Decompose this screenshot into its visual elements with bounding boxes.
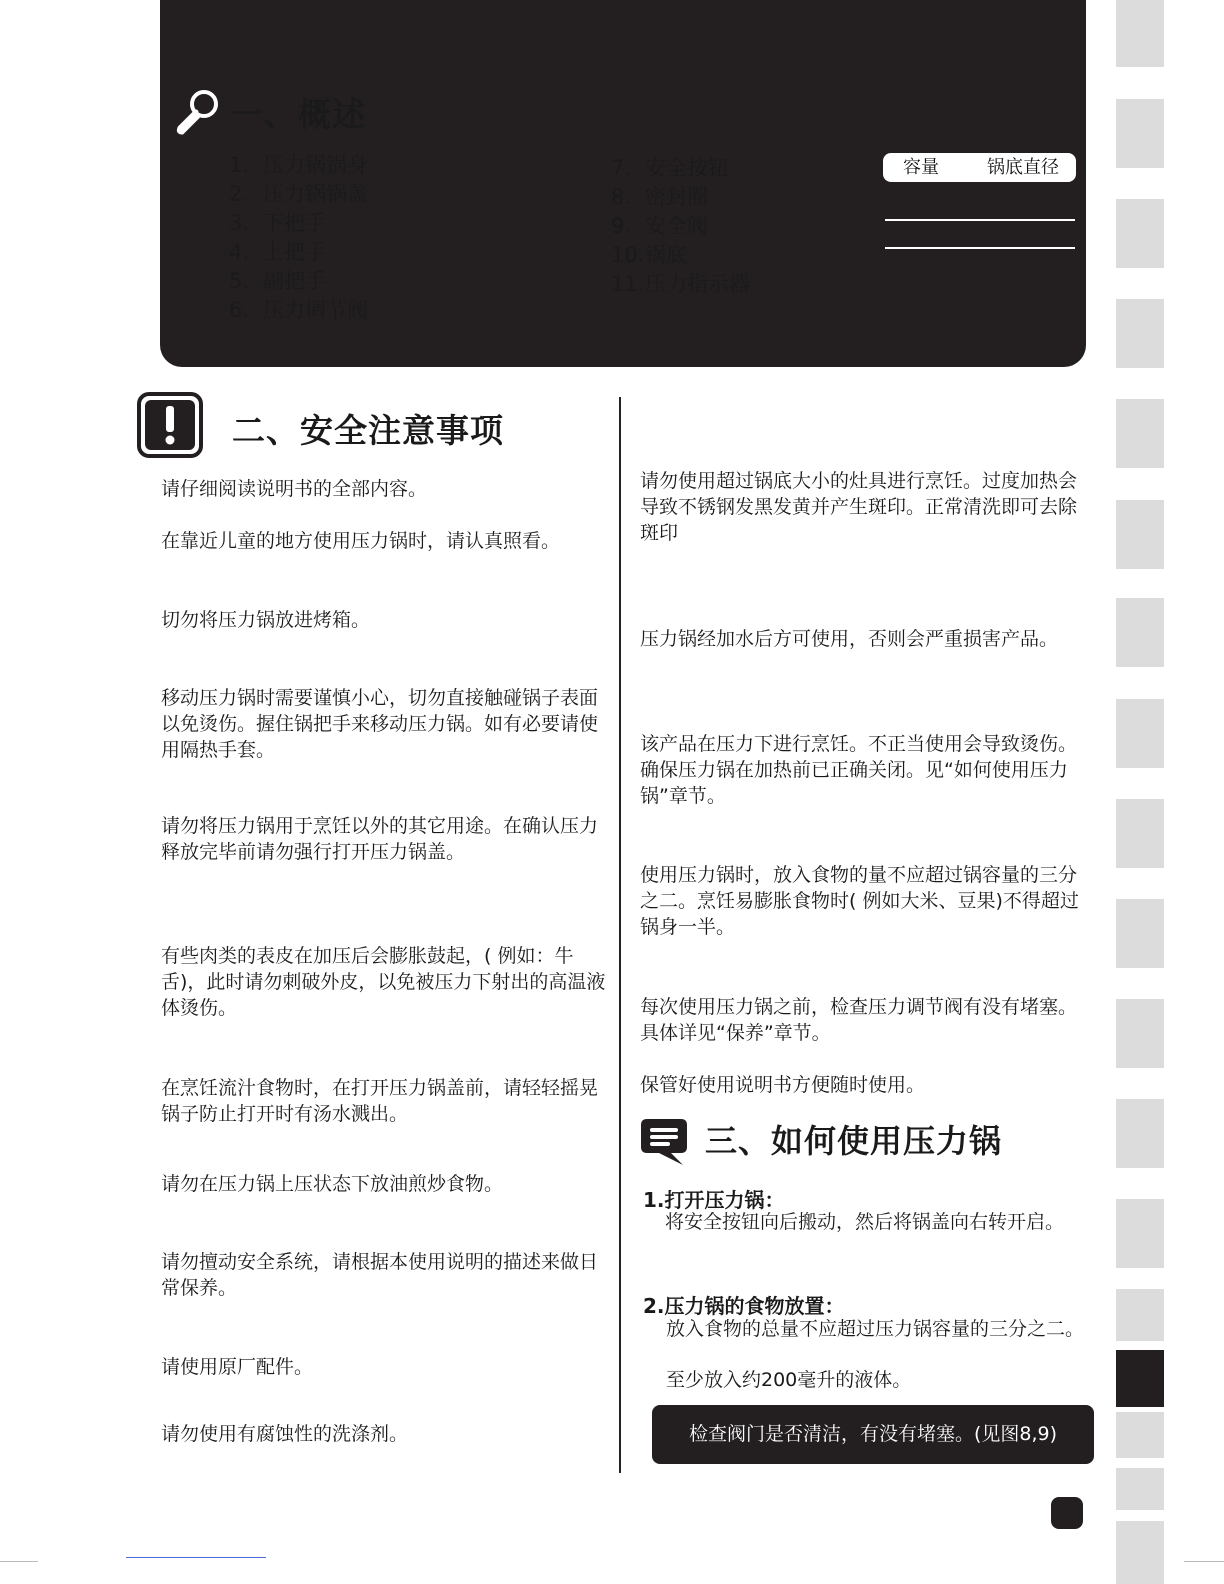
step-text: 至少放入约200毫升的液体。 bbox=[666, 1369, 912, 1391]
list-item: 9. 安全阀 bbox=[611, 214, 708, 238]
table-row-divider bbox=[885, 219, 1075, 221]
step-text: 将安全按钮向后搬动，然后将锅盖向右转开启。 bbox=[665, 1211, 1065, 1233]
side-tab[interactable] bbox=[1116, 1199, 1164, 1268]
diameter-label: 锅底直径 bbox=[987, 157, 1059, 178]
list-item: 3. 下把手 bbox=[229, 211, 326, 235]
list-item: 1. 压力锅锅身 bbox=[229, 153, 368, 177]
side-tab[interactable] bbox=[1116, 1099, 1164, 1168]
list-item: 11. 压力指示器 bbox=[611, 272, 750, 296]
safety-note: 请勿将压力锅用于烹饪以外的其它用途。在确认压力释放完毕前请勿强行打开压力锅盖。 bbox=[161, 815, 599, 863]
side-tab[interactable] bbox=[1116, 0, 1164, 67]
side-tab[interactable] bbox=[1116, 799, 1164, 868]
side-tab-active[interactable] bbox=[1116, 1350, 1164, 1407]
magnifier-icon bbox=[172, 86, 224, 138]
note-box: 检查阀门是否清洁，有没有堵塞。(见图8,9) bbox=[652, 1405, 1094, 1464]
safety-note: 在靠近儿童的地方使用压力锅时，请认真照看。 bbox=[161, 530, 561, 552]
safety-note: 请勿擅动安全系统，请根据本使用说明的描述来做日常保养。 bbox=[161, 1251, 599, 1299]
side-tab[interactable] bbox=[1116, 699, 1164, 768]
overview-title: 一、概述 bbox=[230, 94, 366, 134]
side-tab[interactable] bbox=[1116, 999, 1164, 1068]
speech-bubble-icon bbox=[639, 1117, 689, 1167]
safety-note: 移动压力锅时需要谨慎小心，切勿直接触碰锅子表面以免烫伤。握住锅把手来移动压力锅。如有必要请使用隔热手套。 bbox=[161, 687, 599, 761]
side-tab[interactable] bbox=[1116, 500, 1164, 569]
side-tab[interactable] bbox=[1116, 199, 1164, 268]
safety-note: 切勿将压力锅放进烤箱。 bbox=[161, 609, 371, 631]
side-tab[interactable] bbox=[1116, 1521, 1164, 1584]
safety-note: 保管好使用说明书方便随时使用。 bbox=[640, 1074, 926, 1096]
page-number-badge bbox=[1051, 1497, 1083, 1529]
list-item: 10. 锅底 bbox=[611, 243, 687, 267]
edge-rule bbox=[0, 1561, 38, 1562]
usage-title: 三、如何使用压力锅 bbox=[705, 1122, 1003, 1160]
side-tab[interactable] bbox=[1116, 598, 1164, 667]
safety-note: 在烹饪流汁食物时，在打开压力锅盖前，请轻轻摇晃锅子防止打开时有汤水溅出。 bbox=[161, 1077, 599, 1125]
safety-note: 压力锅经加水后方可使用，否则会严重损害产品。 bbox=[640, 628, 1059, 650]
step-heading: 1.打开压力锅： bbox=[643, 1188, 785, 1212]
safety-note: 该产品在压力下进行烹饪。不正当使用会导致烫伤。确保压力锅在加热前已正确关闭。见“如何使用压力锅”章节。 bbox=[640, 733, 1078, 807]
capacity-table-header bbox=[883, 153, 1076, 182]
column-divider bbox=[619, 397, 621, 1473]
side-tab[interactable] bbox=[1116, 1412, 1164, 1458]
table-row-divider bbox=[885, 247, 1075, 249]
safety-note: 有些肉类的表皮在加压后会膨胀鼓起，( 例如：牛舌)，此时请勿刺破外皮，以免被压力下射出的高温液体烫伤。 bbox=[161, 945, 606, 1019]
list-item: 6. 压力调节阀 bbox=[229, 298, 368, 322]
side-tab[interactable] bbox=[1116, 99, 1164, 168]
step-text: 放入食物的总量不应超过压力锅容量的三分之二。 bbox=[666, 1318, 1085, 1340]
safety-note: 请勿使用超过锅底大小的灶具进行烹饪。过度加热会导致不锈钢发黑发黄并产生斑印。正常清洗即可去除斑印 bbox=[640, 470, 1078, 544]
overview-heading bbox=[172, 86, 366, 138]
list-item: 4. 上把手 bbox=[229, 240, 326, 264]
list-item: 2. 压力锅锅盖 bbox=[229, 182, 368, 206]
safety-note: 请使用原厂配件。 bbox=[161, 1356, 314, 1378]
safety-note: 请勿在压力锅上压状态下放油煎炒食物。 bbox=[161, 1173, 504, 1195]
safety-note: 请勿使用有腐蚀性的洗涤剂。 bbox=[161, 1423, 409, 1445]
footnote-rule bbox=[126, 1557, 266, 1558]
edge-rule bbox=[1184, 1561, 1224, 1562]
side-tab[interactable] bbox=[1116, 1468, 1164, 1510]
side-tab[interactable] bbox=[1116, 899, 1164, 968]
step-heading: 2.压力锅的食物放置： bbox=[643, 1294, 845, 1318]
safety-note: 请仔细阅读说明书的全部内容。 bbox=[161, 478, 428, 500]
side-tab[interactable] bbox=[1116, 399, 1164, 468]
list-item: 5. 副把手 bbox=[229, 269, 326, 293]
parts-list-left bbox=[229, 151, 368, 325]
capacity-label: 容量 bbox=[903, 157, 939, 178]
side-tab[interactable] bbox=[1116, 299, 1164, 368]
safety-note: 使用压力锅时，放入食物的量不应超过锅容量的三分之二。烹饪易膨胀食物时( 例如大米、豆果)不得超过锅身一半。 bbox=[640, 864, 1079, 938]
safety-note: 每次使用压力锅之前，检查压力调节阀有没有堵塞。具体详见“保养”章节。 bbox=[640, 996, 1078, 1044]
safety-title: 二、安全注意事项 bbox=[232, 411, 504, 450]
side-tab[interactable] bbox=[1116, 1289, 1164, 1341]
list-item: 7. 安全按钮 bbox=[611, 156, 729, 180]
list-item: 8. 密封圈 bbox=[611, 185, 708, 209]
warning-icon bbox=[137, 392, 203, 458]
parts-list-right bbox=[611, 154, 750, 299]
